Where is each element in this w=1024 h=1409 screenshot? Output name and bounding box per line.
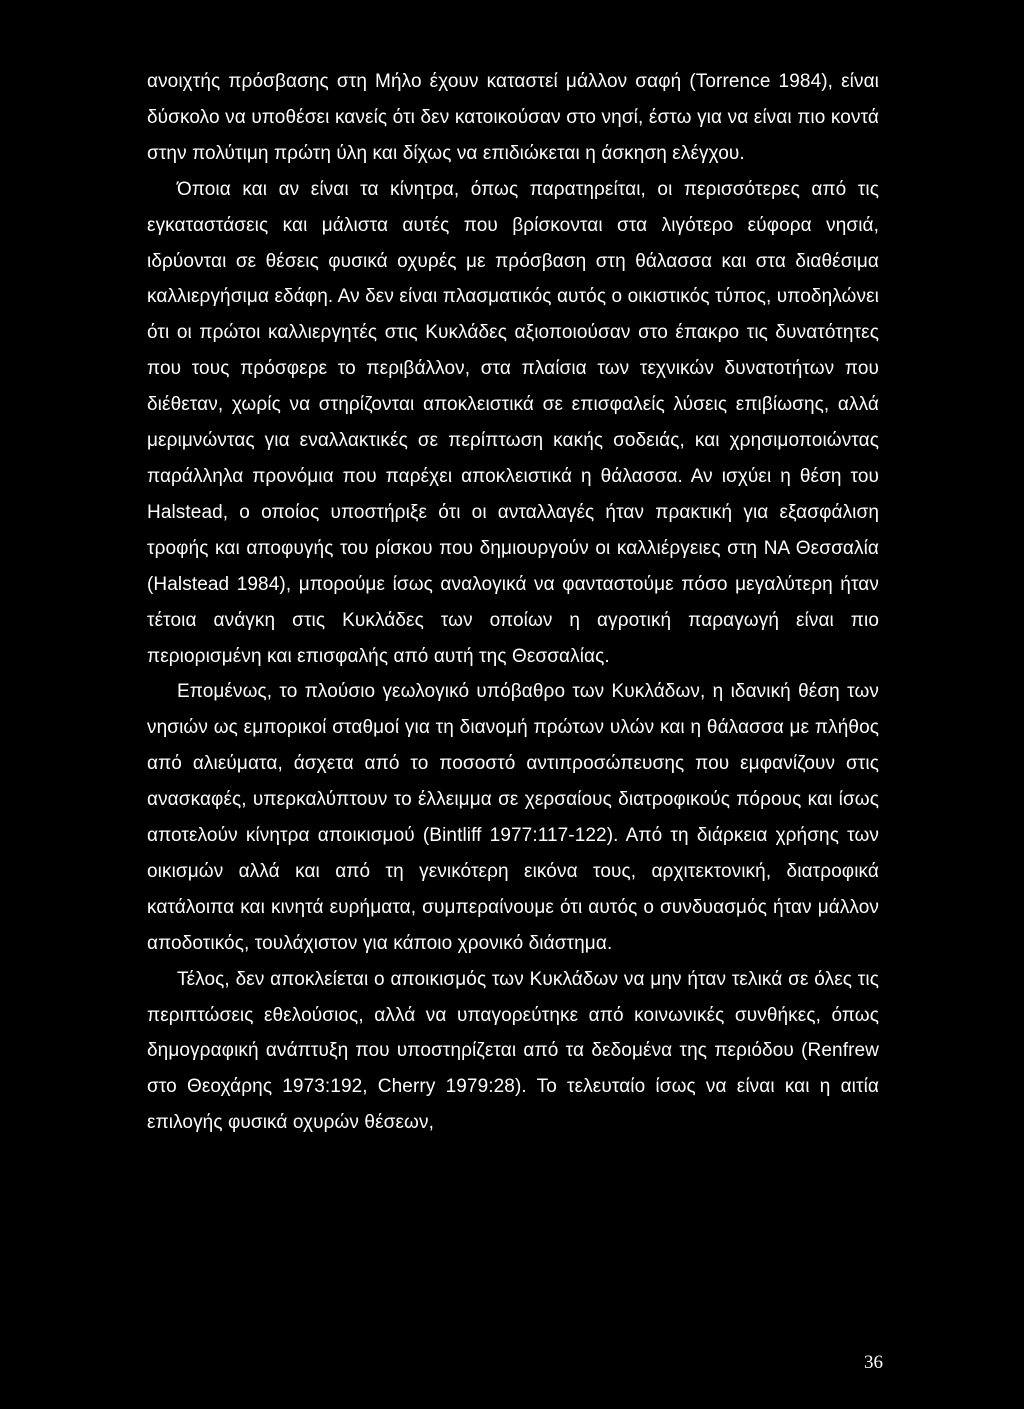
- paragraph-motives: Όποια και αν είναι τα κίνητρα, όπως παρατηρείται, οι περισσότερες από τις εγκαταστάσεις και μάλιστα αυτές που βρίσκονται στα λιγότερο εύφορα νησιά, ιδρύονται σε θέσεις φυσικά οχυρές με πρόσβαση στη θάλασσα και στα διαθέσιμα καλλιεργήσιμα εδάφη. Αν δεν είναι πλασματικός αυτός ο οικιστικός τύπος, υποδηλώνει ότι οι πρώτοι καλλιεργητές στις Κυκλάδες αξιοποιούσαν στο έπακρο τις δυνατότητες που τους πρόσφερε το περιβάλλον, στα πλαίσια των τεχνικών δυνατοτήτων που διέθεταν, χωρίς να στηρίζονται αποκλειστικά σε επισφαλείς λύσεις επιβίωσης, αλλά μεριμνώντας για εναλλακτικές σε περίπτωση κακής σοδειάς, και χρησιμοποιώντας παράλληλα προνόμια που παρέχει αποκλειστικά η θάλασσα. Αν ισχύει η θέση του Halstead, ο οποίος υποστήριξε ότι οι ανταλλαγές ήταν πρακτική για εξασφάλιση τροφής και αποφυγής του ρίσκου που δημιουργούν οι καλλιέργειες στη ΝΑ Θεσσαλία (Halstead 1984), μπορούμε ίσως αναλογικά να φανταστούμε πόσο μεγαλύτερη ήταν τέτοια ανάγκη στις Κυκλάδες των οποίων η αγροτική παραγωγή είναι πιο περιορισμένη και επισφαλής από αυτή της Θεσσαλίας.: [147, 178, 879, 667]
- paragraph-consequently: Επομένως, το πλούσιο γεωλογικό υπόβαθρο των Κυκλάδων, η ιδανική θέση των νησιών ως εμπορικοί σταθμοί για τη διανομή πρώτων υλών και η θάλασσα με πλήθος από αλιεύματα, άσχετα από το ποσοστό αντιπροσώπευσης που εμφανίζουν στις ανασκαφές, υπερκαλύπτουν το έλλειμμα σε χερσαίους διατροφικούς πόρους και ίσως αποτελούν κίνητρα αποικισμού (Bintliff 1977:117-122). Από τη διάρκεια χρήσης των οικισμών αλλά και από τη γενικότερη εικόνα τους, αρχιτεκτονική, διατροφικά κατάλοιπα και κινητά ευρήματα, συμπεραίνουμε ότι αυτός ο συνδυασμός ήταν μάλλον αποδοτικός, τουλάχιστον για κάποιο χρονικό διάστημα.: [147, 681, 879, 954]
- paragraph-continued: ανοιχτής πρόσβασης στη Μήλο έχουν καταστεί μάλλον σαφή (Torrence 1984), είναι δύσκολο να υποθέσει κανείς ότι δεν κατοικούσαν στο νησί, έστω για να είναι πιο κοντά στην πολύτιμη πρώτη ύλη και δίχως να επιδιώκεται η άσκηση ελέγχου.: [147, 71, 879, 164]
- page-number: 36: [864, 1352, 883, 1373]
- document-page: [147, 64, 879, 1141]
- paragraph-finally: Τέλος, δεν αποκλείεται ο αποικισμός των Κυκλάδων να μην ήταν τελικά σε όλες τις περιπτώσεις εθελούσιος, αλλά να υπαγορεύτηκε από κοινωνικές συνθήκες, όπως δημογραφική ανάπτυξη που υποστηρίζεται από τα δεδομένα της περιόδου (Renfrew στο Θεοχάρης 1973:192, Cherry 1979:28). Το τελευταίο ίσως να είναι και η αιτία επιλογής φυσικά οχυρών θέσεων,: [147, 968, 879, 1134]
